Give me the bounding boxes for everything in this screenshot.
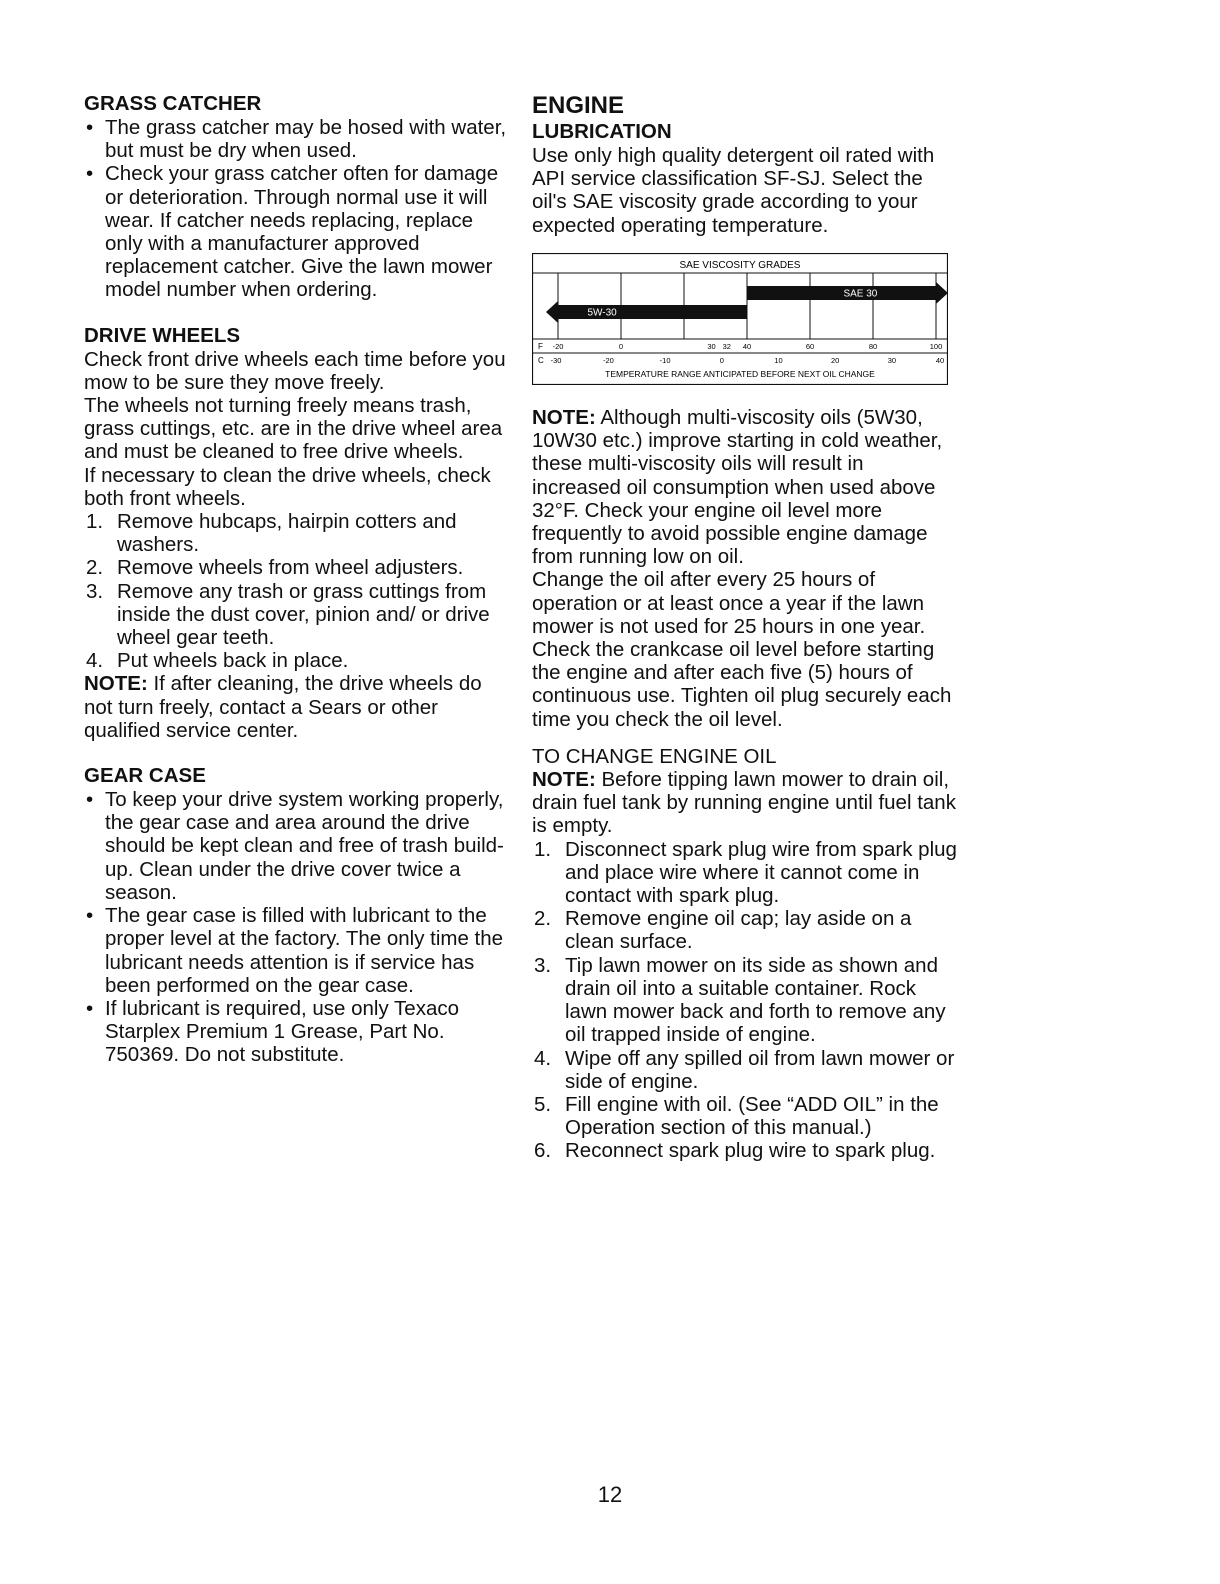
lubrication-heading: LUBRICATION: [532, 120, 672, 143]
series-label: 5W-30: [587, 307, 617, 319]
c-tick-label: -10: [659, 355, 671, 365]
multi-viscosity-note: NOTE: Although multi-viscosity oils (5W30, 10W30 etc.) improve starting in cold weather, these multi-viscosity oils will result in increased oil consumption when used above 32°F. Check your engine oil level more frequently to avoid possible engine damage from running low on oil.: [532, 406, 943, 569]
right-column: [532, 92, 957, 1163]
series-bar-5w-30: [546, 301, 747, 323]
page-number: 12: [597, 1482, 623, 1507]
left-column: [84, 92, 514, 1067]
drive-wheels-para: Check front drive wheels each time before you mow to be sure they move freely.: [84, 347, 506, 394]
grass-catcher-section: [84, 92, 514, 302]
change-oil-heading: TO CHANGE ENGINE OIL: [532, 744, 777, 768]
drive-wheels-para: The wheels not turning freely means trash, grass cuttings, etc. are in the drive wheel area and must be cleaned to free drive wheels.: [84, 394, 503, 464]
list-item: 5. Fill engine with oil. (See “ADD OIL” in the Operation section of this manual.): [534, 1092, 939, 1140]
list-item: 3. Tip lawn mower on its side as shown and drain oil into a suitable container. Rock lawn mower back and forth to remove any oil trapped inside of engine.: [534, 953, 946, 1047]
list-item: • Check your grass catcher often for damage or deterioration. Through normal use it will wear. If catcher needs replacing, replace only with a manufacturer approved replacement catcher. Give the lawn mower model number when ordering.: [84, 162, 514, 301]
f-tick-label: 30: [707, 341, 716, 351]
f-tick-label: 0: [618, 341, 624, 351]
drive-wheels-note: NOTE: If after cleaning, the drive wheels do not turn freely, contact a Sears or other qualified service center.: [84, 672, 482, 742]
c-tick-label: 40: [935, 355, 945, 365]
chart-title: SAE VISCOSITY GRADES: [679, 259, 801, 271]
f-scale-label: F: [538, 341, 543, 351]
lubrication-text: Use only high quality detergent oil rated with API service classification SF-SJ. Select the oil's SAE viscosity grade according to your expected operating temperature.: [532, 144, 935, 237]
list-item: 6. Reconnect spark plug wire to spark plug.: [534, 1139, 936, 1163]
viscosity-chart-svg: [532, 253, 948, 385]
chart-footer: TEMPERATURE RANGE ANTICIPATED BEFORE NEXT OIL CHANGE: [605, 368, 875, 379]
change-interval-text: Change the oil after every 25 hours of operation or at least once a year if the lawn mower is not used for 25 hours in one year.: [532, 568, 926, 638]
viscosity-chart: [532, 253, 957, 390]
grass-catcher-heading: GRASS CATCHER: [84, 92, 262, 115]
drive-wheels-heading: DRIVE WHEELS: [84, 323, 241, 347]
c-tick-label: 0: [719, 355, 724, 365]
c-tick-label: 20: [831, 355, 840, 365]
drain-fuel-note: NOTE: Before tipping lawn mower to drain oil, drain fuel tank by running engine until fuel tank is empty.: [532, 768, 956, 838]
list-item: • The gear case is filled with lubricant to the proper level at the factory. The only time the lubricant needs attention is if service has been performed on the gear case.: [84, 904, 514, 997]
f-tick-label: 32: [722, 341, 731, 351]
gear-case-section: [84, 764, 514, 1066]
list-item: 4. Put wheels back in place.: [86, 649, 349, 673]
c-scale-label: C: [538, 355, 544, 365]
list-item: • To keep your drive system working properly, the gear case and area around the drive should be kept clean and free of trash build-up. Clean under the drive cover twice a season.: [84, 788, 514, 904]
check-level-text: Check the crankcase oil level before starting the engine and after each five (5) hours of continuous use. Tighten oil plug securely each time you check the oil level.: [532, 638, 952, 731]
gear-case-list: [84, 788, 514, 1066]
list-item: • If lubricant is required, use only Texaco Starplex Premium 1 Grease, Part No. 750369. Do not substitute.: [84, 997, 514, 1067]
f-tick-label: -20: [552, 341, 564, 351]
f-tick-label: 40: [742, 341, 752, 351]
f-tick-label: 60: [805, 341, 815, 351]
c-tick-label: -20: [602, 355, 614, 365]
gear-case-heading: GEAR CASE: [84, 764, 206, 788]
list-item: 4. Wipe off any spilled oil from lawn mower or side of engine.: [534, 1046, 955, 1093]
drive-wheels-para: If necessary to clean the drive wheels, check both front wheels.: [84, 463, 491, 510]
drive-wheels-section: [84, 324, 514, 742]
c-tick-label: 10: [774, 355, 783, 365]
series-label: SAE 30: [843, 288, 878, 300]
change-oil-steps: [532, 838, 957, 1163]
c-tick-label: 30: [887, 355, 897, 365]
list-item: 3. Remove any trash or grass cuttings from inside the dust cover, pinion and/ or drive wheel gear teeth.: [86, 579, 490, 650]
list-item: 2. Remove wheels from wheel adjusters.: [86, 556, 464, 580]
grass-catcher-list: [84, 116, 514, 302]
list-item: 1. Disconnect spark plug wire from spark plug and place wire where it cannot come in contact with spark plug.: [534, 837, 957, 908]
drive-wheels-steps: [84, 510, 514, 672]
list-item: 1. Remove hubcaps, hairpin cotters and washers.: [86, 510, 457, 557]
list-item: • The grass catcher may be hosed with water, but must be dry when used.: [84, 116, 514, 162]
f-tick-label: 80: [868, 341, 878, 351]
f-tick-label: 100: [929, 341, 943, 351]
engine-heading: ENGINE: [532, 92, 625, 119]
list-item: 2. Remove engine oil cap; lay aside on a clean surface.: [534, 907, 912, 954]
c-tick-label: -30: [550, 355, 562, 365]
